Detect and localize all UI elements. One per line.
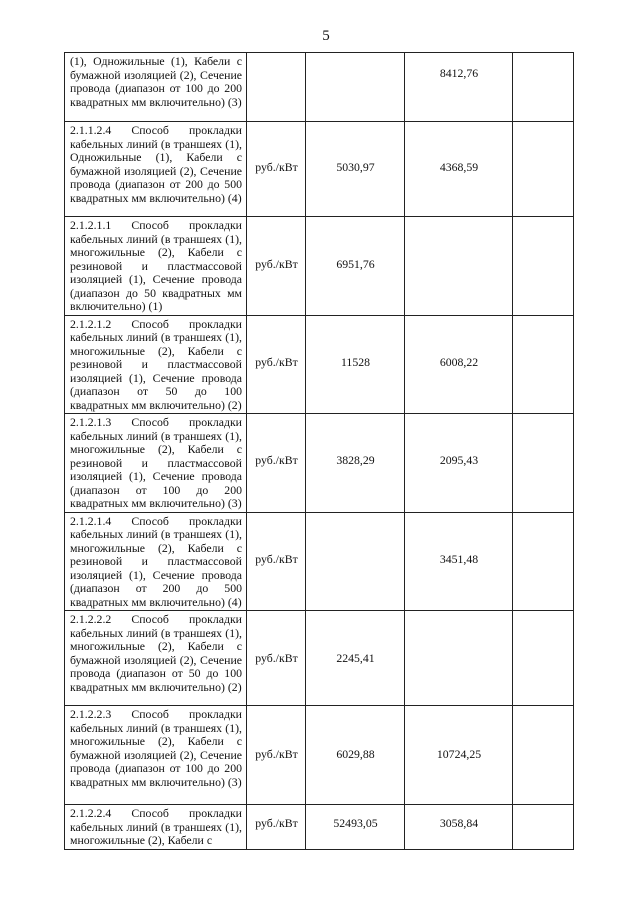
row-description: 2.1.1.2.4 Способ прокладки кабельных линий (в траншеях (1), Одножильные (1), Кабели с бумажной изоляцией (2), Сечение провода (диапазон от 200 до 500 квадратных мм включительно) (4) bbox=[65, 122, 247, 217]
row-description: 2.1.2.2.2 Способ прокладки кабельных линий (в траншеях (1), многожильные (2), Кабели с бумажной изоляцией (2), Сечение провода (диапазон от 50 до 100 квадратных мм включительно) (2) bbox=[65, 611, 247, 706]
table-row bbox=[65, 512, 574, 611]
row-value-3 bbox=[513, 805, 574, 850]
row-value-1: 6951,76 bbox=[306, 217, 405, 316]
row-unit: руб./кВт bbox=[247, 414, 306, 513]
row-value-1: 6029,88 bbox=[306, 706, 405, 805]
row-description: 2.1.2.2.3 Способ прокладки кабельных линий (в траншеях (1), многожильные (2), Кабели с бумажной изоляцией (2), Сечение провода (диапазон от 100 до 200 квадратных мм включительно) (3) bbox=[65, 706, 247, 805]
table-row bbox=[65, 611, 574, 706]
table-row bbox=[65, 706, 574, 805]
row-value-3 bbox=[513, 315, 574, 414]
row-unit: руб./кВт bbox=[247, 512, 306, 611]
row-description: 2.1.2.2.4 Способ прокладки кабельных линий (в траншеях (1), многожильные (2), Кабели с bbox=[65, 805, 247, 850]
row-unit: руб./кВт bbox=[247, 122, 306, 217]
row-value-3 bbox=[513, 706, 574, 805]
row-value-3 bbox=[513, 611, 574, 706]
row-value-1: 5030,97 bbox=[306, 122, 405, 217]
row-value-2: 4368,59 bbox=[405, 122, 513, 217]
row-description: 2.1.2.1.4 Способ прокладки кабельных линий (в траншеях (1), многожильные (2), Кабели с резиновой и пластмассовой изоляцией (1), Сечение провода (диапазон от 200 до 500 квадратных мм включительно) (4) bbox=[65, 512, 247, 611]
row-value-2 bbox=[405, 611, 513, 706]
row-description: 2.1.2.1.3 Способ прокладки кабельных линий (в траншеях (1), многожильные (2), Кабели с резиновой и пластмассовой изоляцией (1), Сечение провода (диапазон от 100 до 200 квадратных мм включительно) (3) bbox=[65, 414, 247, 513]
row-value-2 bbox=[405, 217, 513, 316]
row-value-2: 8412,76 bbox=[405, 53, 513, 122]
table-row bbox=[65, 217, 574, 316]
row-unit: руб./кВт bbox=[247, 217, 306, 316]
row-description: 2.1.2.1.2 Способ прокладки кабельных линий (в траншеях (1), многожильные (2), Кабели с резиновой и пластмассовой изоляцией (1), Сечение провода (диапазон от 50 до 100 квадратных мм включительно) (2) bbox=[65, 315, 247, 414]
row-value-3 bbox=[513, 53, 574, 122]
row-value-3 bbox=[513, 122, 574, 217]
row-value-3 bbox=[513, 512, 574, 611]
table-row bbox=[65, 122, 574, 217]
row-value-1 bbox=[306, 53, 405, 122]
page-number: 5 bbox=[322, 28, 330, 44]
row-description: 2.1.2.1.1 Способ прокладки кабельных линий (в траншеях (1), многожильные (2), Кабели с резиновой и пластмассовой изоляцией (1), Сечение провода (диапазон до 50 квадратных мм включительно) (1) bbox=[65, 217, 247, 316]
table-row bbox=[65, 414, 574, 513]
row-value-1: 2245,41 bbox=[306, 611, 405, 706]
row-value-1: 11528 bbox=[306, 315, 405, 414]
row-value-3 bbox=[513, 414, 574, 513]
table-row bbox=[65, 315, 574, 414]
table-row bbox=[65, 53, 574, 122]
row-unit: руб./кВт bbox=[247, 805, 306, 850]
row-value-2: 6008,22 bbox=[405, 315, 513, 414]
row-value-2: 10724,25 bbox=[405, 706, 513, 805]
row-value-2: 3058,84 bbox=[405, 805, 513, 850]
row-unit: руб./кВт bbox=[247, 611, 306, 706]
row-value-1: 3828,29 bbox=[306, 414, 405, 513]
row-unit: руб./кВт bbox=[247, 706, 306, 805]
row-unit: руб./кВт bbox=[247, 315, 306, 414]
tariff-table bbox=[64, 52, 574, 850]
row-value-2: 2095,43 bbox=[405, 414, 513, 513]
row-value-1 bbox=[306, 512, 405, 611]
row-value-1: 52493,05 bbox=[306, 805, 405, 850]
row-value-2: 3451,48 bbox=[405, 512, 513, 611]
row-value-3 bbox=[513, 217, 574, 316]
row-unit bbox=[247, 53, 306, 122]
row-description: (1), Одножильные (1), Кабели с бумажной изоляцией (2), Сечение провода (диапазон от 100 до 200 квадратных мм включительно) (3) bbox=[65, 53, 247, 122]
table-row bbox=[65, 805, 574, 850]
